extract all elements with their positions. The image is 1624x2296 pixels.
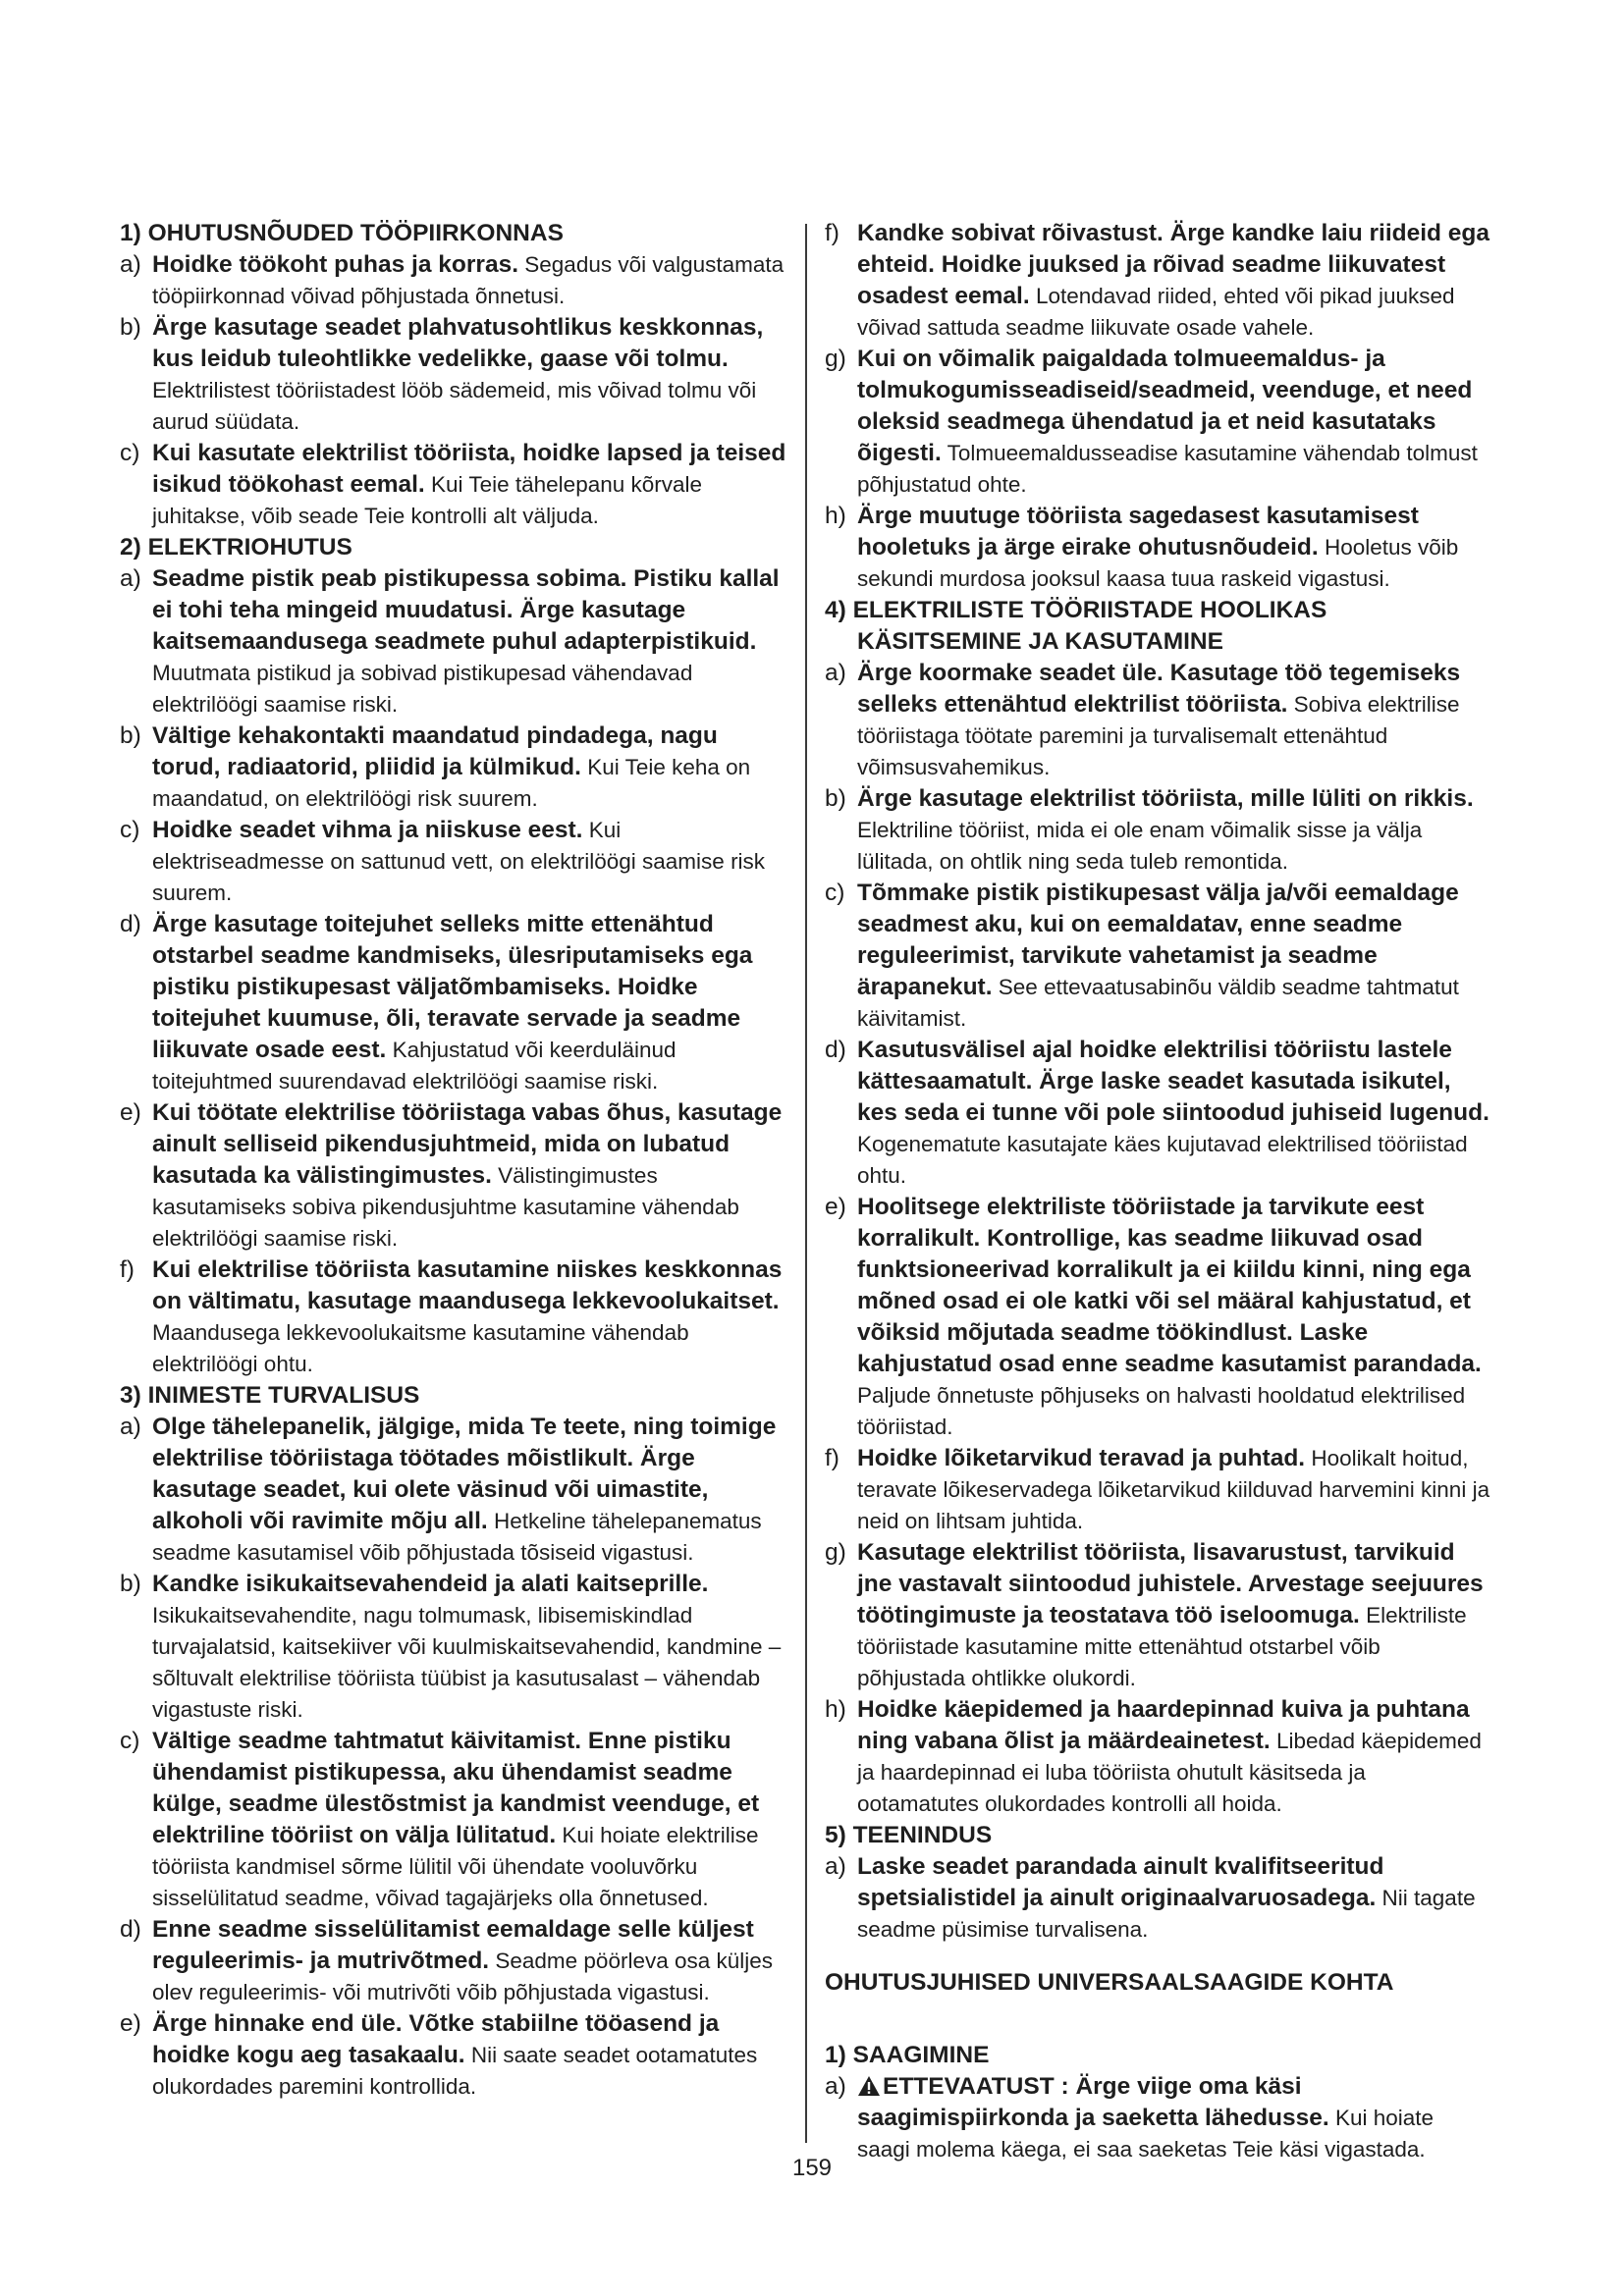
list-item: h) Ärge muutuge tööriista sagedasest kasutamisest hooletuks ja ärge eirake ohutusnõudeid. Hooletus võib sekundi murdosa jooksul kaasa tuua raskeid vigastusi. [825, 503, 1459, 591]
section-4-title-line2: KÄSITSEMINE JA KASUTAMINE [857, 628, 1223, 655]
list-item: e) Kui töötate elektrilise tööriistaga vabas õhus, kasutage ainult selliseid pikendusjuhtmeid, mida on lubatud kasutada ka välistingimustes. Välistingimustes kasutamiseks sobiva pikendusjuhtme kasutamine vähendab elektrilöögi saamise riski. [120, 1099, 783, 1251]
section-1-title: 1) OHUTUSNÕUDED TÖÖPIIRKONNAS [120, 220, 564, 246]
sawing-title: 1) SAAGIMINE [825, 2042, 990, 2068]
list-item: e) Hoolitsege elektriliste tööriistade ja tarvikute eest korralikult. Kontrollige, kas seadme liikuvad osad funktsioneerivad korralikult ja ei kiildu kinni, ning ega mõned osad ei ole katki või sel määral kahjustatud, et võiksid mõjutada seadme töökindlust. Laske kahjustatud osad enne seadme kasutamist parandada. Paljude õnnetuste põhjuseks on halvasti hooldatud elektrilised tööriistad. [825, 1194, 1482, 1439]
right-column [825, 218, 1492, 2165]
list-item: f) Kui elektrilise tööriista kasutamine niiskes keskkonnas on vältimatu, kasutage maandusega lekkevoolukaitset. Maandusega lekkevoolukaitsme kasutamine vähendab elektrilöögi ohtu. [120, 1256, 783, 1376]
section-4-title [825, 595, 1492, 658]
list-item: h) Hoidke käepidemed ja haardepinnad kuiva ja puhtana ning vabana õlist ja määrdeainetest. Libedad käepidemed ja haardepinnad ei luba tööriista ohutult käsitseda ja ootamatutes olukordades kontrolli all hoida. [825, 1696, 1482, 1816]
list-item: g) Kui on võimalik paigaldada tolmueemaldus- ja tolmukogumisseadiseid/seadmeid, veenduge, et need oleksid seadmega ühendatud ja et neid kasutataks õigesti. Tolmueemaldusseadise kasutamine vähendab tolmust põhjustatud ohte. [825, 346, 1478, 497]
section-2-title: 2) ELEKTRIOHUTUS [120, 534, 352, 561]
list-item: f) Kandke sobivat rõivastust. Ärge kandke laiu riideid ega ehteid. Hoidke juuksed ja rõivad seadme liikuvatest osadest eemal. Lotendavad riided, ehted või pikad juuksed võivad sattuda seadme liikuvate osade vahele. [825, 220, 1490, 340]
list-item: e) Ärge hinnake end üle. Võtke stabiilne tööasend ja hoidke kogu aeg tasakaalu. Nii saate seadet ootamatutes olukordades paremini kontrollida. [120, 2010, 758, 2099]
list-item: c) Hoidke seadet vihma ja niiskuse eest. Kui elektriseadmesse on sattunud vett, on elektrilöögi saamise risk suurem. [120, 817, 766, 905]
section-4-title-line1: 4) ELEKTRILISTE TÖÖRIISTADE HOOLIKAS [825, 597, 1327, 623]
warning-triangle-icon [857, 2075, 881, 2097]
list-item: b) Vältige kehakontakti maandatud pindadega, nagu torud, radiaatorid, pliidid ja külmikud. Kui Teie keha on maandatud, on elektrilöögi risk suurem. [120, 722, 751, 811]
section-5-title: 5) TEENINDUS [825, 1822, 993, 1848]
list-item: g) Kasutage elektrilist tööriista, lisavarustust, tarvikuid jne vastavalt siintoodud juhistele. Arvestage seejuures töötingimuste ja teostatava töö iseloomuga. Elektriliste tööriistade kasutamine mitte ettenähtud otstarbel võib põhjustada ohtlikke olukordi. [825, 1539, 1484, 1690]
list-item: d) Kasutusvälisel ajal hoidke elektrilisi tööriistu lastele kättesaamatult. Ärge laske seadet kasutada isikutel, kes seda ei tunne või pole siintoodud juhiseid lugenud. Kogenematute kasutajate käes kujutavad elektrilised tööriistad ohtu. [825, 1037, 1489, 1188]
list-item: c) Kui kasutate elektrilist tööriista, hoidke lapsed ja teised isikud töökohast eemal. Kui Teie tähelepanu kõrvale juhitakse, võib seade Teie kontrolli alt väljuda. [120, 440, 786, 528]
list-item: a) Seadme pistik peab pistikupessa sobima. Pistiku kallal ei tohi teha mingeid muudatusi. Ärge kasutage kaitsemaandusega seadmete puhul adapterpistikuid. Muutmata pistikud ja sobivad pistikupesad vähendavad elektrilöögi saamise riski. [120, 565, 780, 717]
column-divider [805, 224, 807, 2143]
page-number: 159 [791, 2155, 833, 2181]
list-item: b) Ärge kasutage seadet plahvatusohtlikus keskkonnas, kus leidub tuleohtlikke vedelikke, gaase või tolmu. Elektrilistest tööriistadest lööb sädemeid, mis võivad tolmu või aurud süüdata. [120, 314, 764, 434]
list-item: a) Ärge koormake seadet üle. Kasutage töö tegemiseks selleks ettenähtud elektrilist tööriista. Sobiva elektrilise tööriistaga töötate paremini ja turvalisemalt ettenähtud võimsusvahemikus. [825, 660, 1461, 779]
list-item: c) Tõmmake pistik pistikupesast välja ja/või eemaldage seadmest aku, kui on eemaldatav, enne seadme reguleerimist, tarvikute vahetamist ja seadme ärapanekut. See ettevaatusabinõu väldib seadme tahtmatut käivitamist. [825, 880, 1459, 1031]
saw-safety-heading: OHUTUSJUHISED UNIVERSAALSAAGIDE KOHTA [825, 1969, 1394, 1996]
left-column [120, 218, 787, 2103]
list-item: a) ETTEVAATUST : Ärge viige oma käsi saagimispiirkonda ja saeketta lähedusse. Kui hoiate saagi molema käega, ei saa saeketas Teie käsi vigastada. [825, 2073, 1435, 2162]
list-item: b) Ärge kasutage elektrilist tööriista, mille lüliti on rikkis. Elektriline tööriist, mida ei ole enam võimalik sisse ja välja lülitada, on ohtlik ning seda tuleb remontida. [825, 785, 1474, 874]
list-item: f) Hoidke lõiketarvikud teravad ja puhtad. Hoolikalt hoitud, teravate lõikeservadega lõiketarvikud kiilduvad harvemini kinni ja neid on lihtsam juhtida. [825, 1445, 1490, 1533]
list-item: b) Kandke isikukaitsevahendeid ja alati kaitseprille. Isikukaitsevahendite, nagu tolmumask, libisemiskindlad turvajalatsid, kaitsekiiver või kuulmiskaitsevahendid, kandmine – sõltuvalt elektrilise tööriista tüübist ja kasutusalast – vähendab vigastuste riski. [120, 1571, 782, 1722]
list-item: a) Laske seadet parandada ainult kvalifitseeritud spetsialistidel ja ainult originaalvaruosadega. Nii tagate seadme püsimise turvalisena. [825, 1853, 1476, 1942]
list-item: d) Ärge kasutage toitejuhet selleks mitte ettenähtud otstarbel seadme kandmiseks, ülesriputamiseks ega pistiku pistikupesast väljatõmbamiseks. Hoidke toitejuhet kuumuse, õli, teravate servade ja seadme liikuvate osade eest. Kahjustatud või keerduläinud toitejuhtmed suurendavad elektrilöögi saamise riski. [120, 911, 753, 1094]
list-item: a) Hoidke töökoht puhas ja korras. Segadus või valgustamata tööpiirkonnad võivad põhjustada õnnetusi. [120, 251, 785, 308]
list-item: a) Olge tähelepanelik, jälgige, mida Te teete, ning toimige elektrilise tööriistaga töötades mõistlikult. Ärge kasutage seadet, kui olete väsinud või uimastite, alkoholi või ravimite mõju all. Hetkeline tähelepanematus seadme kasutamisel võib põhjustada tõsiseid vigastusi. [120, 1414, 777, 1565]
section-3-title: 3) INIMESTE TURVALISUS [120, 1382, 420, 1409]
list-item: c) Vältige seadme tahtmatut käivitamist. Enne pistiku ühendamist pistikupessa, aku ühendamist seadme külge, seadme ülestõstmist ja kandmist veenduge, et elektriline tööriist on välja lülitatud. Kui hoiate elektrilise tööriista kandmisel sõrme lülitil või ühendate vooluvõrku sisselülitatud seadme, võivad tagajärjeks olla õnnetused. [120, 1728, 760, 1910]
list-item: d) Enne seadme sisselülitamist eemaldage selle küljest reguleerimis- ja mutrivõtmed. Seadme pöörleva osa küljes olev reguleerimis- või mutrivõti võib põhjustada vigastusi. [120, 1916, 774, 2004]
